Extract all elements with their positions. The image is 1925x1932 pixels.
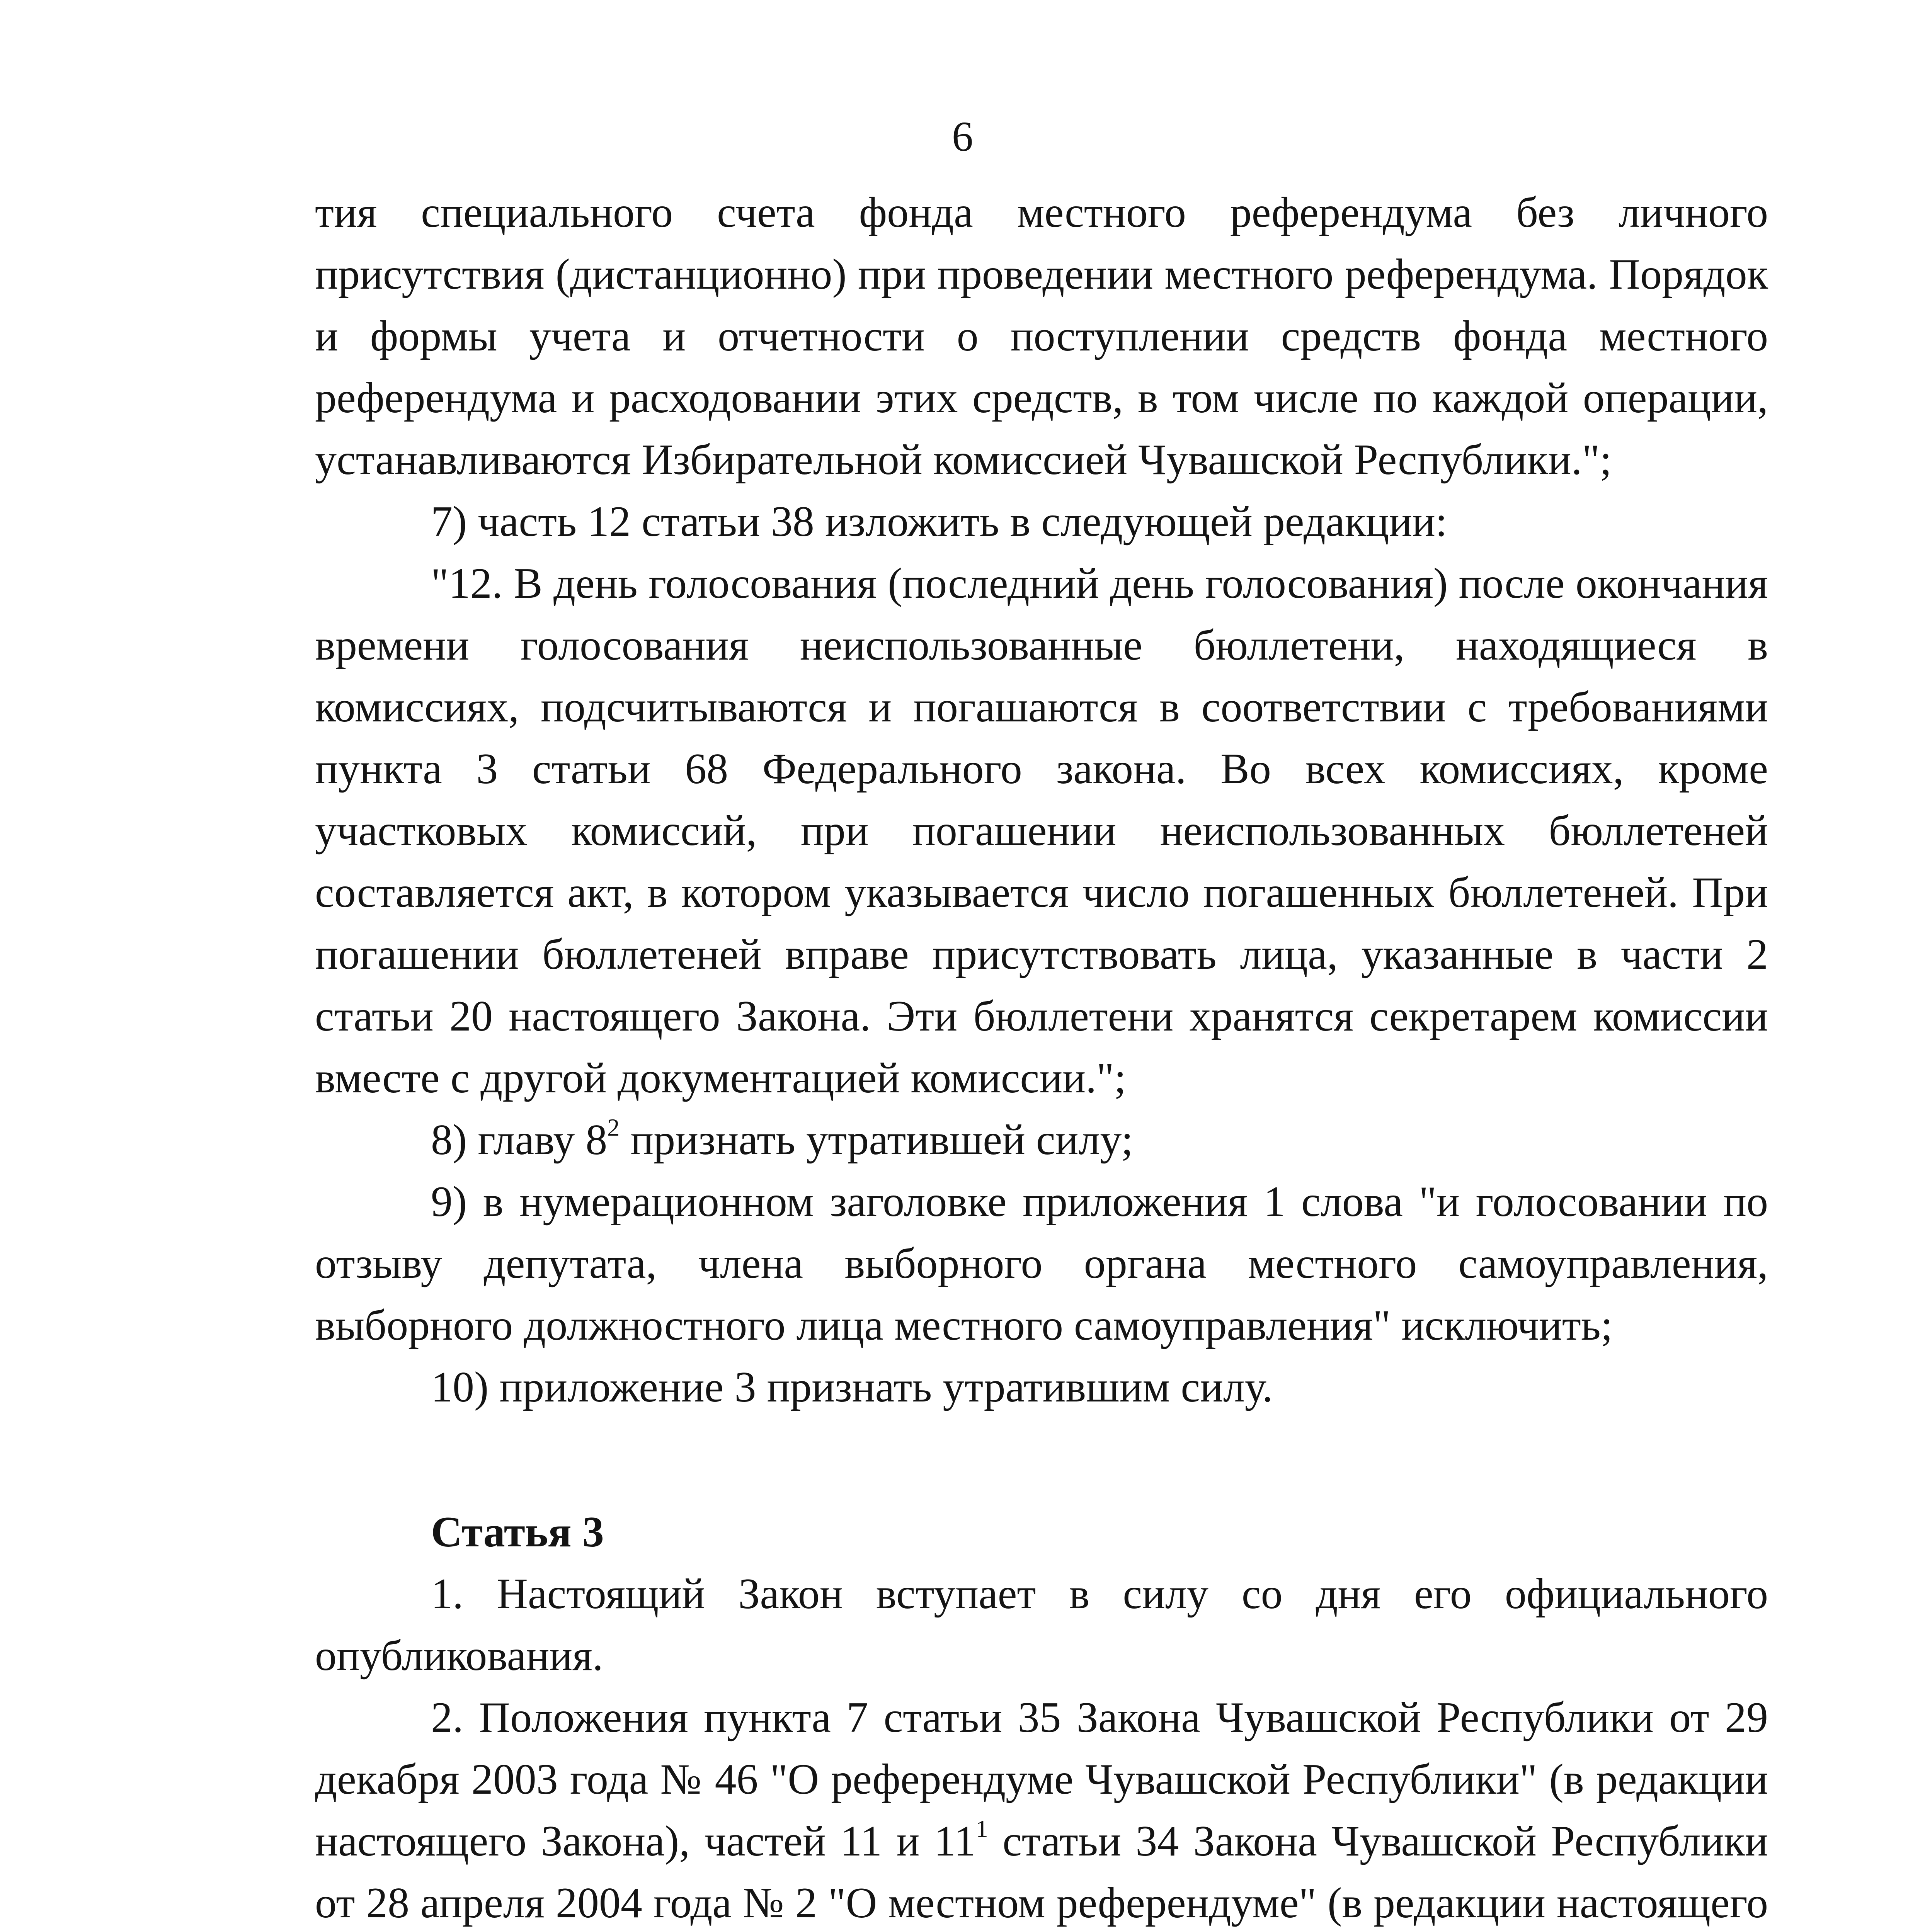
article-3-p2-before: 2. Положения пункта 7 статьи 35 Закона Чувашской Республики от 29 декабря 2003 года № 46 "О референдуме Чувашской Республики" (в редакции настоящего Закона), частей 11 и 11 [315, 1694, 1768, 1865]
article-3-paragraph-2 [315, 1687, 1768, 1932]
article-3-paragraph-1: 1. Настоящий Закон вступает в силу со дня его официального опубликования. [315, 1570, 1768, 1680]
item-8-text-after: признать утратившей силу; [620, 1116, 1134, 1164]
item-8-superscript: 2 [607, 1114, 620, 1141]
item-8-text-before: 8) главу 8 [431, 1116, 608, 1164]
article-3-p2-superscript: 1 [975, 1815, 988, 1842]
paragraph-item-7: 7) часть 12 статьи 38 изложить в следующей редакции: [431, 498, 1448, 546]
article-3-title: Статья 3 [431, 1508, 604, 1556]
page-number: 6 [952, 113, 973, 160]
paragraph-continued: тия специального счета фонда местного референдума без личного присутствия (дистанционно) при проведении местного референдума. Порядок и формы учета и отчетности о поступлении средств фонда местного референдума и расходовании этих средств, в том числе по каждой операции, устанавливаются Избирательной комиссией Чувашской Республики."; [315, 189, 1768, 484]
document-body [315, 182, 1768, 1932]
paragraph-item-10: 10) приложение 3 признать утратившим силу. [431, 1363, 1273, 1411]
article-3-p2-after: статьи 34 Закона Чувашской Республики от 28 апреля 2004 года № 2 "О местном референдуме" (в редакции настоящего [315, 1817, 1768, 1927]
paragraph-item-8 [315, 1109, 1768, 1171]
paragraph-quoted-part-12: "12. В день голосования (последний день голосования) после окончания времени голосования неиспользованные бюллетени, находящиеся в комиссиях, подсчитываются и погашаются в соответствии с требованиями пункта 3 статьи 68 Федерального закона. Во всех комиссиях, кроме участковых комиссий, при погашении неиспользованных бюллетеней составляется акт, в котором указывается число погашенных бюллетеней. При погашении бюллетеней вправе присутствовать лица, указанные в части 2 статьи 20 настоящего Закона. Эти бюллетени хранятся секретарем комиссии вместе с другой документацией комиссии."; [315, 560, 1768, 1102]
paragraph-item-9: 9) в нумерационном заголовке приложения 1 слова "и голосовании по отзыву депутата, члена выборного органа местного самоуправления, выборного должностного лица местного самоуправления" исключить; [315, 1178, 1768, 1349]
